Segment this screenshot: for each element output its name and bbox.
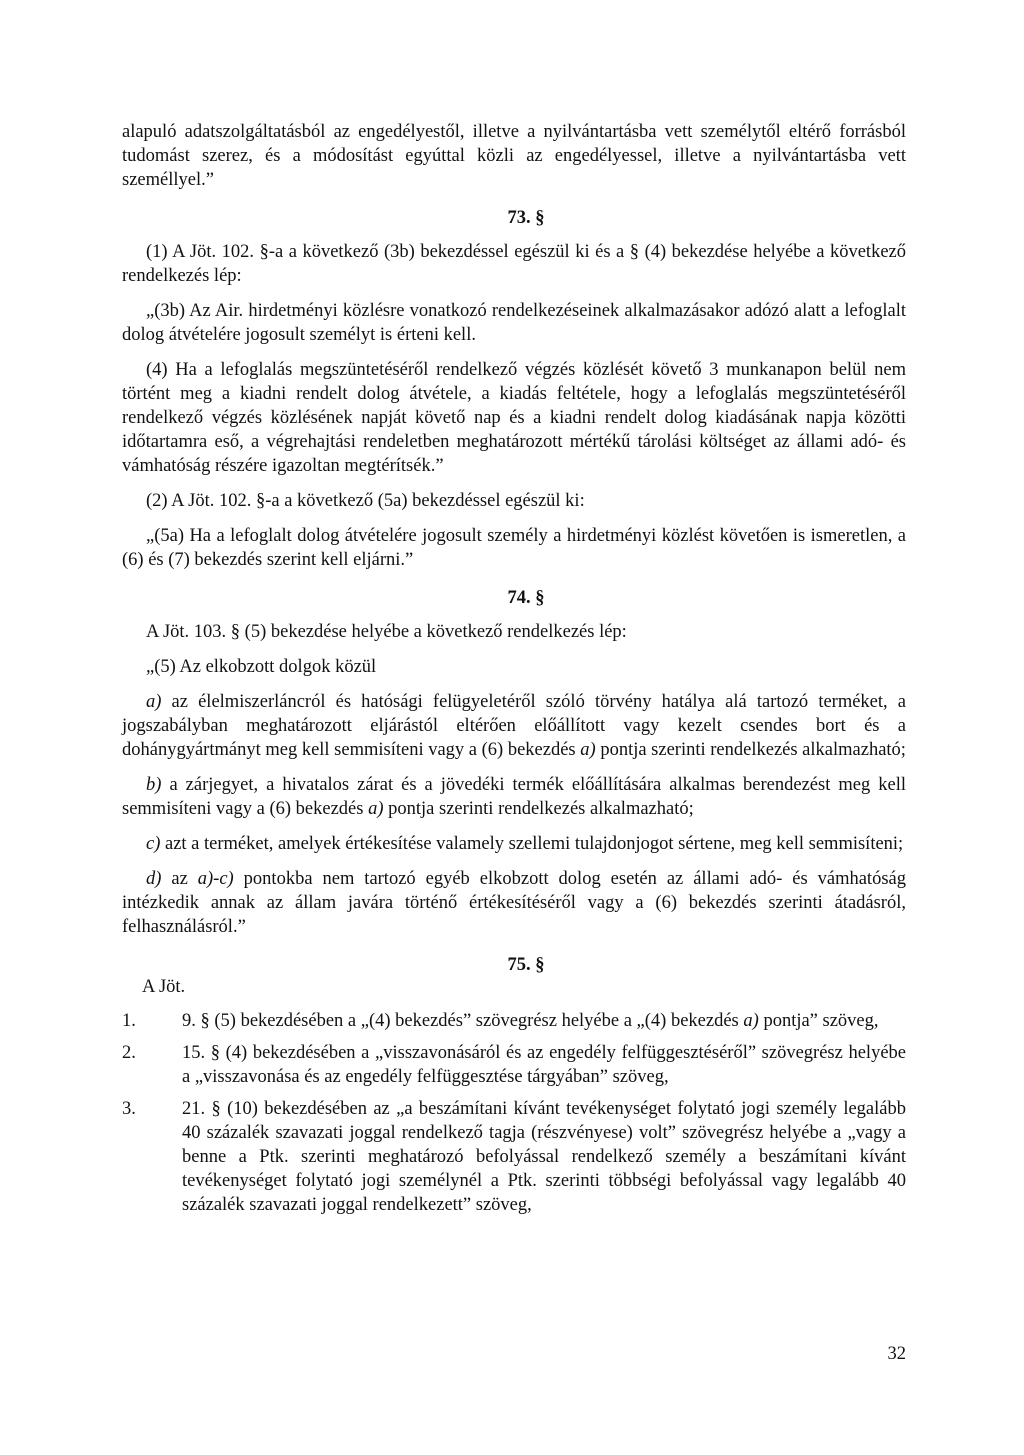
paragraph-73-2: (2) A Jöt. 102. §-a a következő (5a) bekezdéssel egészül ki: xyxy=(146,491,585,511)
list-item-ref: a) xyxy=(743,1011,759,1031)
point-a-text1: az élelmiszerláncról és hatósági felügyeletéről szóló törvény hatálya alá tartozó terméket, a jogszabályban meghatározott eljárástól eltérően előállított vagy kezelt csendes bort és a dohánygyártmányt meg kell semmisíteni vagy a (6) bekezdés xyxy=(122,692,906,760)
list-item-text-part: 15. § (4) bekezdésében a „visszavonásáról és az engedély felfüggesztéséről” szövegrész helyébe a „visszavonása és az engedély felfüggesztése tárgyában” szöveg, xyxy=(182,1043,906,1087)
list-item-text xyxy=(182,1097,906,1217)
paragraph-5-intro: „(5) Az elkobzott dolgok közül xyxy=(146,657,377,677)
list-item-text xyxy=(182,1041,906,1089)
point-c xyxy=(122,832,906,856)
list-item xyxy=(122,1041,906,1089)
point-d-text1: az xyxy=(161,869,198,889)
point-d-label: d) xyxy=(146,869,162,889)
list-item-text-part: 9. § (5) bekezdésében a „(4) bekezdés” szövegrész helyébe a „(4) bekezdés xyxy=(182,1011,744,1031)
page-number: 32 xyxy=(887,1344,906,1364)
point-d xyxy=(122,867,906,939)
list-item-number: 3. xyxy=(122,1099,136,1119)
section-75-intro: A Jöt. xyxy=(142,977,186,997)
point-b xyxy=(122,773,906,821)
paragraph-continuation: alapuló adatszolgáltatásból az engedélyestől, illetve a nyilvántartásba vett személytől eltérő forrásból tudomást szerez, és a módosítást egyúttal közli az engedélyessel, illetve a nyilvántartásba vett személlyel.” xyxy=(122,122,906,190)
section-heading-73: 73. § xyxy=(507,208,545,228)
paragraph-74-intro: A Jöt. 103. § (5) bekezdése helyébe a következő rendelkezés lép: xyxy=(146,622,627,642)
point-a xyxy=(122,690,906,762)
list-item xyxy=(122,1009,906,1033)
point-a-ref: a) xyxy=(580,740,596,760)
list-item-text-part: 21. § (10) bekezdésében az „a beszámítani kívánt tevékenységet folytató jogi személy legalább 40 százalék szavazati joggal rendelkező tagja (részvényese) volt” szövegrész helyébe a „vagy a benne a Ptk. szerinti meghatározó befolyással rendelkező személy a beszámítani kívánt tevékenységet folytató jogi személynél a Ptk. szerinti többségi befolyással vagy legalább 40 százalék szavazati joggal rendelkezett” szöveg, xyxy=(182,1099,906,1215)
point-c-label: c) xyxy=(146,834,161,854)
point-d-ref: a)-c) xyxy=(197,869,234,889)
paragraph-73-1: (1) A Jöt. 102. §-a a következő (3b) bekezdéssel egészül ki és a § (4) bekezdése helyébe a következő rendelkezés lép: xyxy=(122,242,906,286)
point-b-ref: a) xyxy=(368,799,384,819)
point-b-text1: a zárjegyet, a hivatalos zárat és a jövedéki termék előállítására alkalmas berendezést meg kell semmisíteni vagy a (6) bekezdés xyxy=(122,775,906,819)
list-item-number: 2. xyxy=(122,1043,136,1063)
list-item-number: 1. xyxy=(122,1011,136,1031)
list-item-text xyxy=(182,1009,906,1033)
paragraph-3b: „(3b) Az Air. hirdetményi közlésre vonatkozó rendelkezéseinek alkalmazásakor adózó alatt a lefoglalt dolog átvételére jogosult személyt is érteni kell. xyxy=(122,301,906,345)
amendment-list xyxy=(122,1009,906,1217)
point-d-text2: pontokba nem tartozó egyéb elkobzott dolog esetén az állami adó- és vámhatóság intézkedik annak az állam javára történő értékesítéséről vagy a (6) bekezdés szerinti átadásról, felhasználásról.” xyxy=(122,869,906,937)
point-a-text2: pontja szerinti rendelkezés alkalmazható; xyxy=(595,740,906,760)
section-heading-74: 74. § xyxy=(507,588,545,608)
section-heading-75: 75. § xyxy=(507,955,545,975)
paragraph-5a: „(5a) Ha a lefoglalt dolog átvételére jogosult személy a hirdetményi közlést követően is ismeretlen, a (6) és (7) bekezdés szerint kell eljárni.” xyxy=(122,526,906,570)
paragraph-4: (4) Ha a lefoglalás megszüntetéséről rendelkező végzés közlését követő 3 munkanapon belül nem történt meg a kiadni rendelt dolog átvétele, a kiadás feltétele, hogy a lefoglalás megszüntetéséről rendelkező végzés közlésének napját követő nap és a kiadni rendelt dolog kiadásának napja közötti időtartamra eső, a végrehajtási rendeletben meghatározott mértékű tárolási költséget az állami adó- és vámhatóság részére igazoltan megtérítsék.” xyxy=(122,360,906,476)
point-b-text2: pontja szerinti rendelkezés alkalmazható; xyxy=(383,799,694,819)
list-item-text-part: pontja” szöveg, xyxy=(758,1011,879,1031)
list-item xyxy=(122,1097,906,1217)
point-c-text: azt a terméket, amelyek értékesítése valamely szellemi tulajdonjogot sértene, meg kell semmisíteni; xyxy=(160,834,904,854)
point-a-label: a) xyxy=(146,692,162,712)
point-b-label: b) xyxy=(146,775,162,795)
document-page xyxy=(122,120,906,1225)
